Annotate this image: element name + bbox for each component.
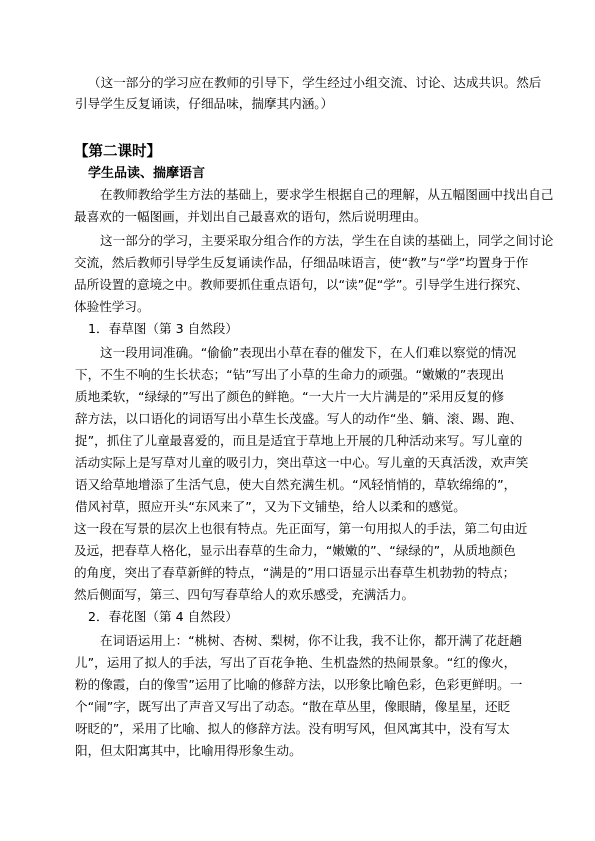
para1-line-1: 在教师教给学生方法的基础上，要求学生根据自己的理解，从五幅图画中找出自己 bbox=[100, 187, 554, 202]
intro-line-1: （这一部分的学习应在教师的引导下，学生经过小组交流、讨论、达成共识。然后 bbox=[88, 75, 542, 90]
item1-para-a-line-7: 语又给草地增添了生活气息，使大自然充满生机。“风轻悄悄的，草软绵绵的”， bbox=[75, 477, 517, 492]
item2-para-a-line-2: 儿”，运用了拟人的手法，写出了百花争艳、生机盎然的热闹景象。“红的像火， bbox=[75, 655, 517, 670]
item1-para-a-line-1: 这一段用词准确。“偷偷”表现出小草在春的催发下，在人们难以察觉的情况 bbox=[100, 345, 517, 360]
section-subheading: 学生品读、揣摩语言 bbox=[88, 166, 206, 181]
para2-line-4: 体验性学习。 bbox=[74, 299, 150, 314]
para1-line-2: 最喜欢的一幅图画，并划出自己最喜欢的语句，然后说明理由。 bbox=[74, 209, 427, 224]
lesson-heading: 【第二课时】 bbox=[74, 144, 161, 160]
intro-line-2: 引导学生反复诵读，仔细品味，揣摩其内涵。） bbox=[75, 96, 334, 111]
item1-para-a-line-4: 辞方法，以口语化的词语写出小草生长茂盛。写人的动作“坐、躺、滚、踢、跑、 bbox=[75, 411, 523, 426]
item1-para-a-line-3: 质地柔软，“绿绿的”写出了颜色的鲜艳。“一大片一大片满是的”采用反复的修 bbox=[75, 389, 505, 404]
para2-line-2: 交流，然后教师引导学生反复诵读作品，仔细品味语言，使“教”与“学”均置身于作 bbox=[74, 255, 529, 270]
item1-title: 1．春草图（第 3 自然段） bbox=[88, 321, 238, 336]
item2-para-a-line-4: 个“闹”字，既写出了声音又写出了动态。“散在草丛里，像眼睛，像星星，还眨 bbox=[75, 699, 511, 714]
item2-para-a-line-6: 阳，但太阳寓其中，比喻用得形象生动。 bbox=[75, 743, 302, 758]
item2-title: 2．春花图（第 4 自然段） bbox=[88, 609, 238, 624]
item2-para-a-line-1: 在词语运用上：“桃树、杏树、梨树，你不让我，我不让你，都开满了花赶趟 bbox=[100, 633, 523, 648]
item2-para-a-line-5: 呀眨的”，采用了比喻、拟人的修辞方法。没有明写风，但风寓其中，没有写太 bbox=[75, 721, 510, 736]
item2-para-a-line-3: 粉的像霞，白的像雪”运用了比喻的修辞方法，以形象比喻色彩，色彩更鲜明。一 bbox=[75, 677, 523, 692]
item1-para-a-line-5: 捉”，抓住了儿童最喜爱的，而且是适宜于草地上开展的几种活动来写。写儿童的 bbox=[75, 433, 523, 448]
item1-para-b-line-2: 及远，把春草人格化，显示出春草的生命力，“嫩嫩的”、“绿绿的”，从质地颜色 bbox=[74, 543, 516, 558]
para2-line-3: 品所设置的意境之中。教师要抓住重点语句，以“读”促“学”。引导学生进行探究、 bbox=[74, 277, 529, 292]
item1-para-b-line-4: 然后侧面写，第三、四句写春草给人的欢乐感受，充满活力。 bbox=[74, 587, 415, 602]
item1-para-a-line-8: 借风衬草，照应开头“东风来了”，又为下文铺垫，给人以柔和的感觉。 bbox=[75, 499, 466, 514]
para2-line-1: 这一部分的学习，主要采取分组合作的方法，学生在自读的基础上，同学之间讨论 bbox=[100, 233, 554, 248]
item1-para-b-line-1: 这一段在写景的层次上也很有特点。先正面写，第一句用拟人的手法，第二句由近 bbox=[74, 521, 528, 536]
item1-para-b-line-3: 的角度，突出了春草新鲜的特点，“满是的”用口语显示出春草生机勃勃的特点； bbox=[74, 565, 516, 580]
item1-para-a-line-2: 下，不生不响的生长状态；“钻”写出了小草的生命力的顽强。“嫩嫩的”表现出 bbox=[75, 367, 505, 382]
item1-para-a-line-6: 活动实际上是写草对儿童的吸引力，突出草这一中心。写儿童的天真活泼，欢声笑 bbox=[75, 455, 529, 470]
